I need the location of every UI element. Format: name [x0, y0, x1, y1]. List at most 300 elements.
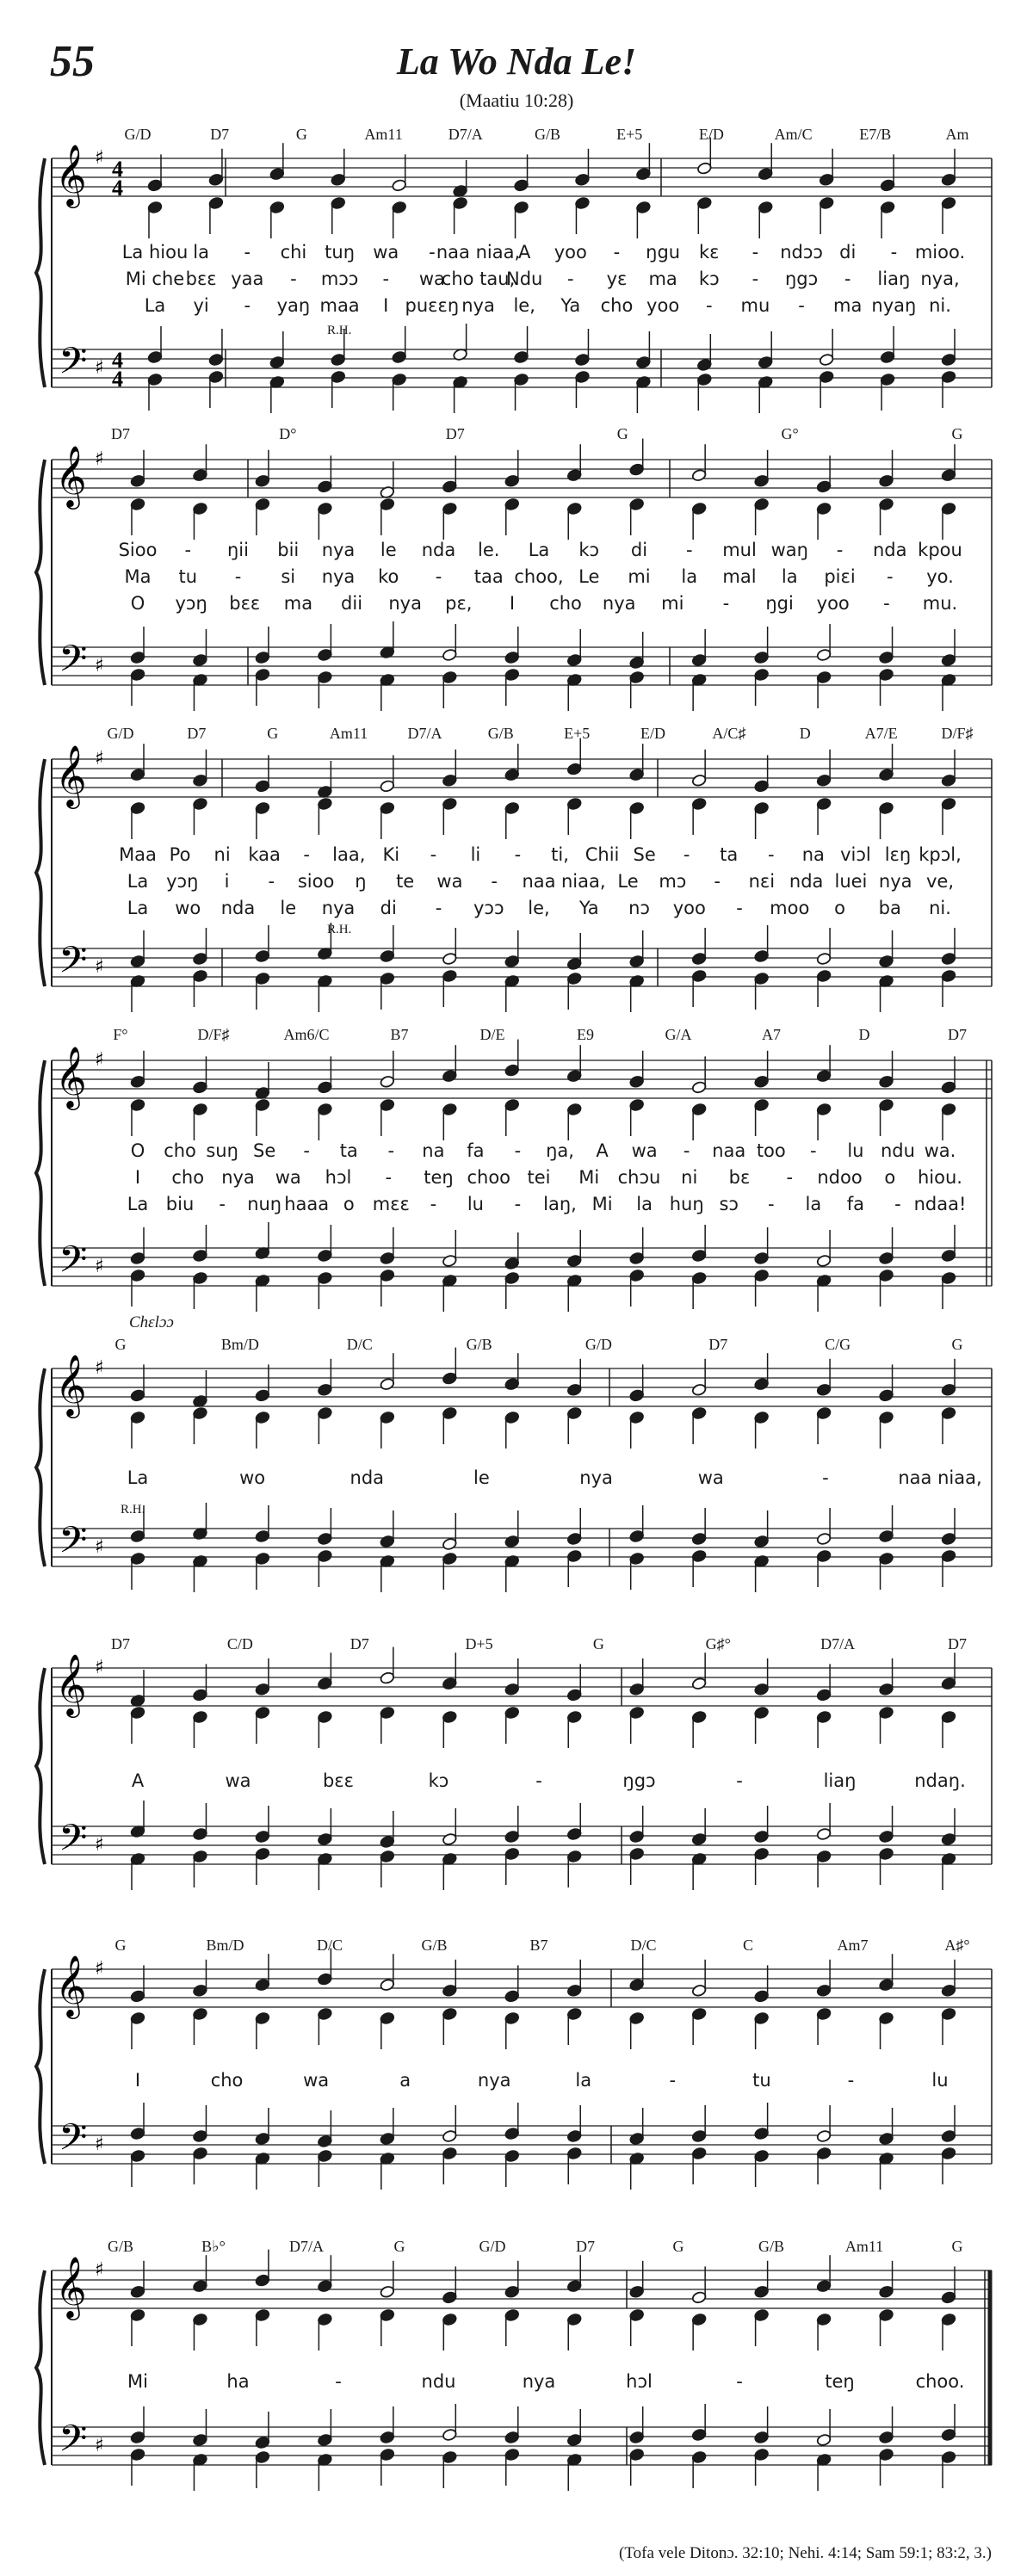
lyric-syllable: sɔ — [719, 1194, 739, 1214]
lyric-syllable: la — [781, 566, 798, 587]
lyric-syllable: wa — [303, 2070, 330, 2091]
chord-symbol: D7 — [187, 725, 207, 742]
brace-icon — [36, 2270, 45, 2465]
lyric-syllable: la — [681, 566, 698, 587]
lyric-syllable: Mi — [127, 2371, 148, 2392]
chord-symbol: D7 — [576, 2238, 595, 2255]
lyric-syllable: chi — [280, 242, 307, 263]
lyric-syllable: - — [268, 871, 275, 892]
bass-clef-icon: 𝄢 — [59, 1519, 88, 1571]
lyric-syllable: - — [567, 269, 574, 289]
right-hand-marking: R.H. — [327, 324, 352, 337]
lyric-syllable: wo — [175, 898, 201, 918]
bass-clef-icon: 𝄢 — [59, 340, 88, 392]
key-signature-sharp-icon: ♯ — [95, 357, 104, 379]
lyric-syllable: - — [683, 1140, 690, 1161]
lyric-syllable: - — [387, 1140, 395, 1161]
chord-symbol: G° — [781, 425, 799, 442]
right-hand-marking: R.H. — [121, 1503, 145, 1517]
right-hand-marking: R.H. — [327, 923, 352, 936]
time-signature-icon: 4 — [112, 348, 123, 373]
lyric-syllable: nya — [602, 593, 636, 614]
lyric-syllable: Se — [633, 844, 656, 865]
lyric-syllable: le, — [513, 295, 535, 316]
lyric-syllable: - — [382, 269, 390, 289]
chord-symbol: D7/A — [448, 126, 483, 143]
lyric-syllable: kpɔl, — [919, 844, 962, 865]
lyric-syllable: O — [130, 1140, 145, 1161]
brace-icon — [36, 158, 45, 387]
lyric-syllable: naa niaa, — [898, 1467, 982, 1488]
lyric-syllable: - — [836, 540, 844, 560]
treble-clef-icon: 𝄞 — [55, 444, 87, 507]
key-signature-sharp-icon: ♯ — [95, 2134, 104, 2155]
lyric-syllable: nda — [872, 540, 907, 560]
key-signature-sharp-icon: ♯ — [95, 147, 104, 169]
lyric-syllable: puɛɛŋ — [405, 295, 460, 316]
chord-symbol: Am11 — [329, 725, 368, 742]
lyric-syllable: yɛ — [606, 269, 628, 289]
lyric-syllable: o — [884, 1167, 896, 1188]
lyric-syllable: Mi — [578, 1167, 600, 1188]
lyric-syllable: kɔ — [578, 540, 600, 560]
key-signature-sharp-icon: ♯ — [95, 1834, 104, 1856]
lyric-syllable: O — [130, 593, 145, 614]
lyric-syllable: luei — [834, 871, 868, 892]
chord-symbol: Am/C — [774, 126, 813, 143]
key-signature-sharp-icon: ♯ — [95, 2435, 104, 2456]
lyric-syllable: ve, — [925, 871, 955, 892]
lyric-syllable: mal — [722, 566, 757, 587]
lyric-syllable: naa — [712, 1140, 746, 1161]
chord-symbol: B7 — [529, 1937, 548, 1954]
lyric-syllable: wa — [225, 1770, 251, 1791]
lyric-syllable: laŋ, — [543, 1194, 577, 1214]
lyric-syllable: waŋ — [770, 540, 808, 560]
lyric-syllable: - — [736, 898, 743, 918]
chord-symbol: D/C — [346, 1336, 373, 1353]
lyric-syllable: - — [844, 269, 851, 289]
lyric-syllable: - — [669, 2070, 677, 2091]
lyric-syllable: si — [281, 566, 296, 587]
lyric-syllable: ta — [339, 1140, 358, 1161]
time-signature-icon: 4 — [112, 176, 123, 201]
lyric-syllable: tu — [178, 566, 198, 587]
lyric-syllable: ni. — [929, 898, 951, 918]
chord-symbol: G/A — [665, 1026, 692, 1043]
chord-symbol: G — [393, 2238, 405, 2255]
chord-symbol: E/D — [640, 725, 666, 742]
lyric-syllable: nya — [321, 566, 356, 587]
lyric-syllable: La — [127, 871, 149, 892]
lyric-syllable: yaa — [231, 269, 264, 289]
lyric-syllable: ndu — [880, 1140, 915, 1161]
lyric-syllable: Ma — [124, 566, 152, 587]
lyric-syllable: haaa — [284, 1194, 330, 1214]
lyric-syllable: ma — [648, 269, 677, 289]
lyric-syllable: ti, — [551, 844, 569, 865]
lyric-syllable: - — [736, 2371, 743, 2392]
lyric-syllable: le — [473, 1467, 490, 1488]
lyric-syllable: le — [280, 898, 297, 918]
lyric-syllable: cho — [549, 593, 582, 614]
lyric-syllable: la — [575, 2070, 592, 2091]
chord-symbol: C/G — [825, 1336, 851, 1353]
lyric-syllable: ŋ — [355, 871, 367, 892]
chord-symbol: Am7 — [837, 1937, 869, 1954]
lyric-syllable: - — [890, 242, 898, 263]
lyric-syllable: laa, — [332, 844, 366, 865]
chord-symbol: D — [799, 725, 811, 742]
lyric-syllable: - — [886, 566, 894, 587]
lyric-syllable: Ndu — [505, 269, 543, 289]
lyric-syllable: yoo — [646, 295, 680, 316]
lyric-syllable: mɔ — [659, 871, 687, 892]
lyric-syllable: la — [805, 1194, 822, 1214]
chord-symbol: E7/B — [859, 126, 892, 143]
lyric-syllable: na — [801, 844, 825, 865]
lyric-syllable: ni — [213, 844, 231, 865]
bass-clef-icon: 𝄢 — [59, 2116, 88, 2168]
lyric-syllable: nyaŋ — [871, 295, 917, 316]
lyric-syllable: moo — [770, 898, 810, 918]
chord-symbol: G/B — [466, 1336, 492, 1353]
lyric-syllable: suŋ — [206, 1140, 238, 1161]
lyric-syllable: tei — [527, 1167, 551, 1188]
chord-symbol: A7/E — [864, 725, 898, 742]
lyric-syllable: - — [894, 1194, 901, 1214]
lyric-syllable: - — [244, 242, 251, 263]
lyric-syllable: nɛi — [748, 871, 776, 892]
lyric-syllable: La hiou — [121, 242, 189, 263]
chord-symbol: D/E — [479, 1026, 505, 1043]
lyric-syllable: naa — [522, 871, 556, 892]
chord-symbol: G — [951, 2238, 963, 2255]
chord-symbol: E/D — [698, 126, 724, 143]
lyric-syllable: Le — [617, 871, 639, 892]
brace-icon — [36, 460, 45, 685]
chord-symbol: D7 — [349, 1635, 369, 1652]
chord-symbol: Am6/C — [283, 1026, 330, 1043]
chord-symbol: D7 — [948, 1635, 967, 1652]
lyric-syllable: - — [752, 242, 759, 263]
lyric-syllable: ŋgɔ — [784, 269, 819, 289]
lyric-syllable: mi — [661, 593, 684, 614]
treble-clef-icon: 𝄞 — [55, 744, 87, 806]
lyric-syllable: liaŋ — [823, 1770, 857, 1791]
lyric-syllable: cho — [171, 1167, 205, 1188]
lyric-syllable: lu — [847, 1140, 864, 1161]
lyric-syllable: le. — [478, 540, 500, 560]
lyric-syllable: ŋgu — [646, 242, 681, 263]
lyric-syllable: wa — [373, 242, 399, 263]
brace-icon — [36, 1969, 45, 2164]
chord-symbol: D7 — [210, 126, 230, 143]
lyric-syllable: Se — [253, 1140, 276, 1161]
lyric-syllable: mul — [722, 540, 757, 560]
lyric-syllable: Le — [578, 566, 600, 587]
chord-symbol: D7/A — [289, 2238, 324, 2255]
chord-symbol: G/B — [107, 2238, 134, 2255]
lyric-syllable: yoo — [816, 593, 850, 614]
lyric-syllable: - — [786, 1167, 794, 1188]
lyric-syllable: nuŋ — [247, 1194, 282, 1214]
lyric-syllable: - — [714, 871, 721, 892]
lyric-syllable: ŋgi — [765, 593, 794, 614]
key-signature-sharp-icon: ♯ — [95, 1657, 104, 1678]
lyric-syllable: yoo — [554, 242, 587, 263]
lyric-syllable: yɔŋ — [175, 593, 207, 614]
chord-symbol: D7 — [708, 1336, 728, 1353]
lyric-syllable: huŋ — [669, 1194, 704, 1214]
lyric-syllable: bɛ — [728, 1167, 751, 1188]
lyric-syllable: ha — [226, 2371, 250, 2392]
lyric-syllable: A — [517, 242, 531, 263]
lyric-syllable: mioo. — [914, 242, 966, 263]
lyric-syllable: yo. — [926, 566, 954, 587]
lyric-syllable: nya — [522, 2371, 556, 2392]
brace-icon — [36, 1368, 45, 1566]
bass-clef-icon: 𝄢 — [59, 939, 88, 991]
lyric-syllable: mɔɔ — [320, 269, 359, 289]
lyric-syllable: - — [810, 1140, 817, 1161]
treble-clef-icon: 𝄞 — [55, 2255, 87, 2318]
lyric-syllable: Ya — [560, 295, 581, 316]
lyric-syllable: di — [839, 242, 857, 263]
chord-symbol: C/D — [226, 1635, 253, 1652]
chord-symbol: D/C — [316, 1937, 343, 1954]
chord-symbol: D — [858, 1026, 870, 1043]
lyric-syllable: I — [509, 593, 516, 614]
lyric-syllable: ŋii — [227, 540, 249, 560]
lyric-syllable: ma — [283, 593, 313, 614]
chord-symbol: G — [951, 1336, 963, 1353]
lyric-syllable: ni. — [929, 295, 951, 316]
key-signature-sharp-icon: ♯ — [95, 1357, 104, 1379]
lyric-syllable: nda — [349, 1467, 385, 1488]
lyric-syllable: yoo — [672, 898, 706, 918]
chord-symbol: Bm/D — [206, 1937, 244, 1954]
treble-clef-icon: 𝄞 — [55, 1045, 87, 1108]
lyric-syllable: liaŋ — [877, 269, 911, 289]
footer-references: (Tofa vele Ditonɔ. 32:10; Nehi. 4:14; Sam 59:1; 83:2, 3.) — [619, 2544, 992, 2562]
lyric-syllable: - — [244, 295, 251, 316]
lyric-syllable: - — [768, 844, 775, 865]
key-signature-sharp-icon: ♯ — [95, 748, 104, 769]
lyric-syllable: fa — [846, 1194, 865, 1214]
lyric-syllable: la — [193, 242, 209, 263]
lyric-syllable: di — [380, 898, 397, 918]
lyric-syllable: nda — [220, 898, 256, 918]
lyric-syllable: na — [422, 1140, 445, 1161]
lyric-syllable: yaŋ — [276, 295, 311, 316]
lyric-syllable: - — [752, 269, 759, 289]
lyric-syllable: Mi — [591, 1194, 613, 1214]
lyric-syllable: choo — [467, 1167, 511, 1188]
lyric-syllable: niaa, — [560, 871, 606, 892]
lyric-syllable: hɔl — [626, 2371, 653, 2392]
chord-symbol: D7 — [948, 1026, 967, 1043]
lyric-syllable: - — [303, 844, 310, 865]
lyric-syllable: - — [303, 1140, 310, 1161]
lyric-syllable: ta — [720, 844, 739, 865]
lyric-syllable: - — [184, 540, 192, 560]
time-signature-icon: 4 — [112, 367, 123, 392]
chord-symbol: D7/A — [407, 725, 442, 742]
chord-symbol: E+5 — [616, 126, 643, 143]
lyric-syllable: La — [127, 898, 149, 918]
lyric-syllable: - — [883, 593, 890, 614]
chord-symbol: G — [672, 2238, 684, 2255]
lyric-syllable: te — [396, 871, 415, 892]
lyric-syllable: le, — [528, 898, 550, 918]
chord-symbol: D/F♯ — [941, 725, 974, 742]
key-signature-sharp-icon: ♯ — [95, 448, 104, 470]
chord-symbol: Bm/D — [220, 1336, 259, 1353]
bass-clef-icon: 𝄢 — [59, 1817, 88, 1869]
lyric-syllable: - — [685, 540, 693, 560]
chord-symbol: A/C♯ — [712, 725, 746, 742]
key-signature-sharp-icon: ♯ — [95, 1049, 104, 1071]
lyric-syllable: - — [514, 1140, 522, 1161]
lyric-syllable: choo. — [915, 2371, 965, 2392]
lyric-syllable: cho tau, — [441, 269, 516, 289]
lyric-syllable: pɛ, — [445, 593, 473, 614]
chord-symbol: F° — [113, 1026, 128, 1043]
chord-symbol: Am — [945, 126, 969, 143]
key-signature-sharp-icon: ♯ — [95, 1256, 104, 1277]
chord-symbol: G♯° — [705, 1635, 731, 1652]
lyric-syllable: ndɔɔ — [780, 242, 823, 263]
lyric-syllable: Sioo — [118, 540, 158, 560]
lyric-syllable: choo, — [514, 566, 564, 587]
lyric-syllable: cho — [600, 295, 634, 316]
lyric-syllable: nya — [321, 540, 356, 560]
lyric-syllable: A — [596, 1140, 609, 1161]
chord-symbol: G/D — [585, 1336, 612, 1353]
lyric-syllable: - — [535, 1770, 542, 1791]
chord-symbol: B7 — [390, 1026, 409, 1043]
lyric-syllable: le — [380, 540, 397, 560]
lyric-syllable: yi — [193, 295, 209, 316]
lyric-syllable: nda — [789, 871, 824, 892]
chord-symbol: C — [742, 1937, 754, 1954]
brace-icon — [36, 1060, 45, 1286]
lyric-syllable: o — [343, 1194, 355, 1214]
brace-icon — [36, 759, 45, 986]
lyric-syllable: taa — [473, 566, 504, 587]
lyric-syllable: nya — [221, 1167, 255, 1188]
lyric-syllable: la — [636, 1194, 653, 1214]
chord-symbol: Am11 — [844, 2238, 884, 2255]
treble-clef-icon: 𝄞 — [55, 1353, 87, 1416]
lyric-syllable: kɔ — [698, 269, 720, 289]
chord-symbol: B♭° — [201, 2238, 226, 2255]
lyric-syllable: lu — [931, 2070, 949, 2091]
lyric-syllable: yɔŋ — [166, 871, 199, 892]
chord-symbol: G — [114, 1937, 127, 1954]
lyric-syllable: nya — [579, 1467, 613, 1488]
lyric-syllable: di — [630, 540, 648, 560]
bass-clef-icon: 𝄢 — [59, 2418, 88, 2469]
lyric-syllable: biu — [165, 1194, 195, 1214]
lyric-syllable: - — [234, 566, 242, 587]
key-signature-sharp-icon: ♯ — [95, 1536, 104, 1558]
lyric-syllable: yɔɔ — [473, 898, 504, 918]
lyric-syllable: chɔu — [617, 1167, 661, 1188]
lyric-syllable: wa — [436, 871, 463, 892]
chord-symbol: G/B — [487, 725, 514, 742]
lyric-syllable: nya — [878, 871, 912, 892]
treble-clef-icon: 𝄞 — [55, 143, 87, 206]
lyric-syllable: wa. — [924, 1140, 956, 1161]
chord-symbol: A7 — [762, 1026, 781, 1043]
lyric-syllable: dii — [341, 593, 363, 614]
lyric-syllable: - — [290, 269, 297, 289]
key-signature-sharp-icon: ♯ — [95, 1958, 104, 1980]
lyric-syllable: maa — [319, 295, 360, 316]
lyric-syllable: teŋ — [424, 1167, 454, 1188]
lyric-syllable: - — [613, 242, 621, 263]
lyric-syllable: - — [219, 1194, 226, 1214]
lyric-syllable: viɔl — [840, 844, 871, 865]
chord-symbol: D/F♯ — [197, 1026, 230, 1043]
treble-clef-icon: 𝄞 — [55, 1954, 87, 2017]
lyric-syllable: ni — [681, 1167, 698, 1188]
lyric-syllable: - — [768, 1194, 775, 1214]
chord-symbol: G — [295, 126, 307, 143]
lyric-syllable: I — [134, 2070, 141, 2091]
chord-symbol: G — [592, 1635, 604, 1652]
lyric-syllable: mɛɛ — [372, 1194, 410, 1214]
lyric-syllable: - — [491, 871, 498, 892]
lyric-syllable: - — [683, 844, 690, 865]
lyric-syllable: wa — [631, 1140, 658, 1161]
lyric-syllable: ŋa, — [546, 1140, 574, 1161]
lyric-syllable: - — [822, 1467, 829, 1488]
chord-symbol: Am11 — [364, 126, 403, 143]
lyric-syllable: - — [514, 844, 522, 865]
lyric-syllable: ko — [378, 566, 399, 587]
chord-symbol: G/D — [124, 126, 152, 143]
lyric-syllable: hɔl — [325, 1167, 352, 1188]
chord-symbol: D7 — [111, 425, 130, 442]
lyric-syllable: bɛɛ — [322, 1770, 355, 1791]
lyric-syllable: nya — [321, 898, 356, 918]
lyric-syllable: kɔ — [428, 1770, 449, 1791]
chord-symbol: G — [951, 425, 963, 442]
lyric-syllable: - — [430, 1194, 437, 1214]
lyric-syllable: - — [429, 242, 436, 263]
hymn-number: 55 — [50, 37, 95, 86]
lyric-syllable: La — [127, 1194, 149, 1214]
lyric-syllable: o — [834, 898, 845, 918]
lyric-syllable: bɛɛ — [229, 593, 261, 614]
lyric-syllable: tu — [752, 2070, 771, 2091]
lyric-syllable: ndaŋ. — [914, 1770, 966, 1791]
lyric-syllable: I — [134, 1167, 141, 1188]
lyric-syllable: bɛɛ — [185, 269, 217, 289]
lyric-syllable: cho — [164, 1140, 196, 1161]
chord-symbol: G/B — [421, 1937, 448, 1954]
lyric-syllable: teŋ — [825, 2371, 855, 2392]
lyric-syllable: - — [385, 1167, 393, 1188]
chord-symbol: G — [267, 725, 279, 742]
key-signature-sharp-icon: ♯ — [95, 956, 104, 978]
lyric-syllable: Maa — [119, 844, 157, 865]
hymn-title: La Wo Nda Le! — [396, 40, 637, 83]
lyric-syllable: nya — [477, 2070, 511, 2091]
